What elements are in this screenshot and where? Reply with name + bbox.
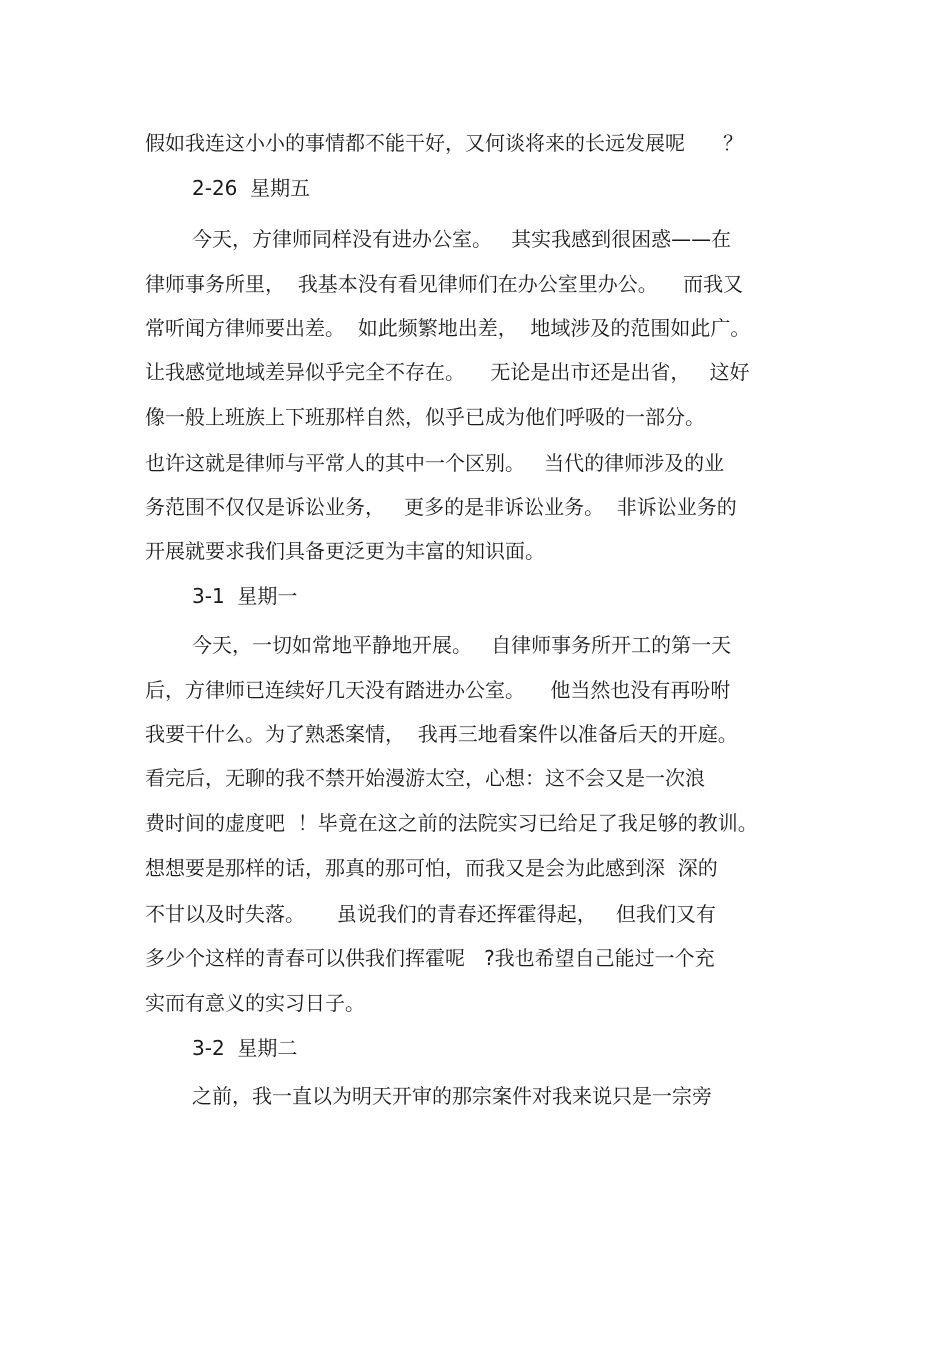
paragraph-line: 不甘以及时失落。 虽说我们的青春还挥霍得起， 但我们又有 [145,902,716,926]
paragraph-line: 假如我连这小小的事情都不能干好，又何谈将来的长远发展呢 ？ [145,131,744,155]
date-heading: 3-1 星期一 [192,584,298,608]
paragraph-line: 今天，一切如常地平静地开展。 自律师事务所开工的第一天 [192,633,732,657]
paragraph-line: 常听闻方律师要出差。 如此频繁地出差， 地域涉及的范围如此广。 [145,316,751,340]
paragraph-line: 让我感觉地域差异似乎完全不存在。 无论是出市还是出省， 这好 [145,360,750,384]
paragraph-line: 务范围不仅仅是诉讼业务， 更多的是非诉讼业务。 非诉讼业务的 [145,495,737,519]
paragraph-line: 律师事务所里， 我基本没有看见律师们在办公室里办公。 而我又 [145,272,744,296]
paragraph-line: 费时间的虚度吧 ！毕竟在这之前的法院实习已给足了我足够的教训。 [145,811,758,835]
paragraph-line: 看完后，无聊的我不禁开始漫游太空，心想：这不会又是一次浪 [145,766,705,790]
paragraph-line: 我要干什么。为了熟悉案情， 我再三地看案件以准备后天的开庭。 [145,722,738,746]
paragraph-line: 像一般上班族上下班那样自然，似乎已成为他们呼吸的一部分。 [145,405,705,429]
paragraph-line: 也许这就是律师与平常人的其中一个区别。 当代的律师涉及的业 [145,451,725,475]
paragraph-line: 开展就要求我们具备更泛更为丰富的知识面。 [145,539,545,563]
paragraph-line: 今天，方律师同样没有进办公室。 其实我感到很困惑——在 [192,227,732,251]
date-heading: 3-2 星期二 [192,1036,298,1060]
paragraph-line: 想想要是那样的话，那真的那可怕，而我又是会为此感到深 深的 [145,856,718,880]
date-heading: 2-26 星期五 [192,176,311,200]
paragraph-line: 后，方律师已连续好几天没有踏进办公室。 他当然也没有再吩咐 [145,678,731,702]
paragraph-line: 多少个这样的青春可以供我们挥霍呢 ?我也希望自己能过一个充 [145,946,715,970]
paragraph-line: 实而有意义的实习日子。 [145,991,365,1015]
paragraph-line: 之前，我一直以为明天开审的那宗案件对我来说只是一宗旁 [192,1084,712,1108]
